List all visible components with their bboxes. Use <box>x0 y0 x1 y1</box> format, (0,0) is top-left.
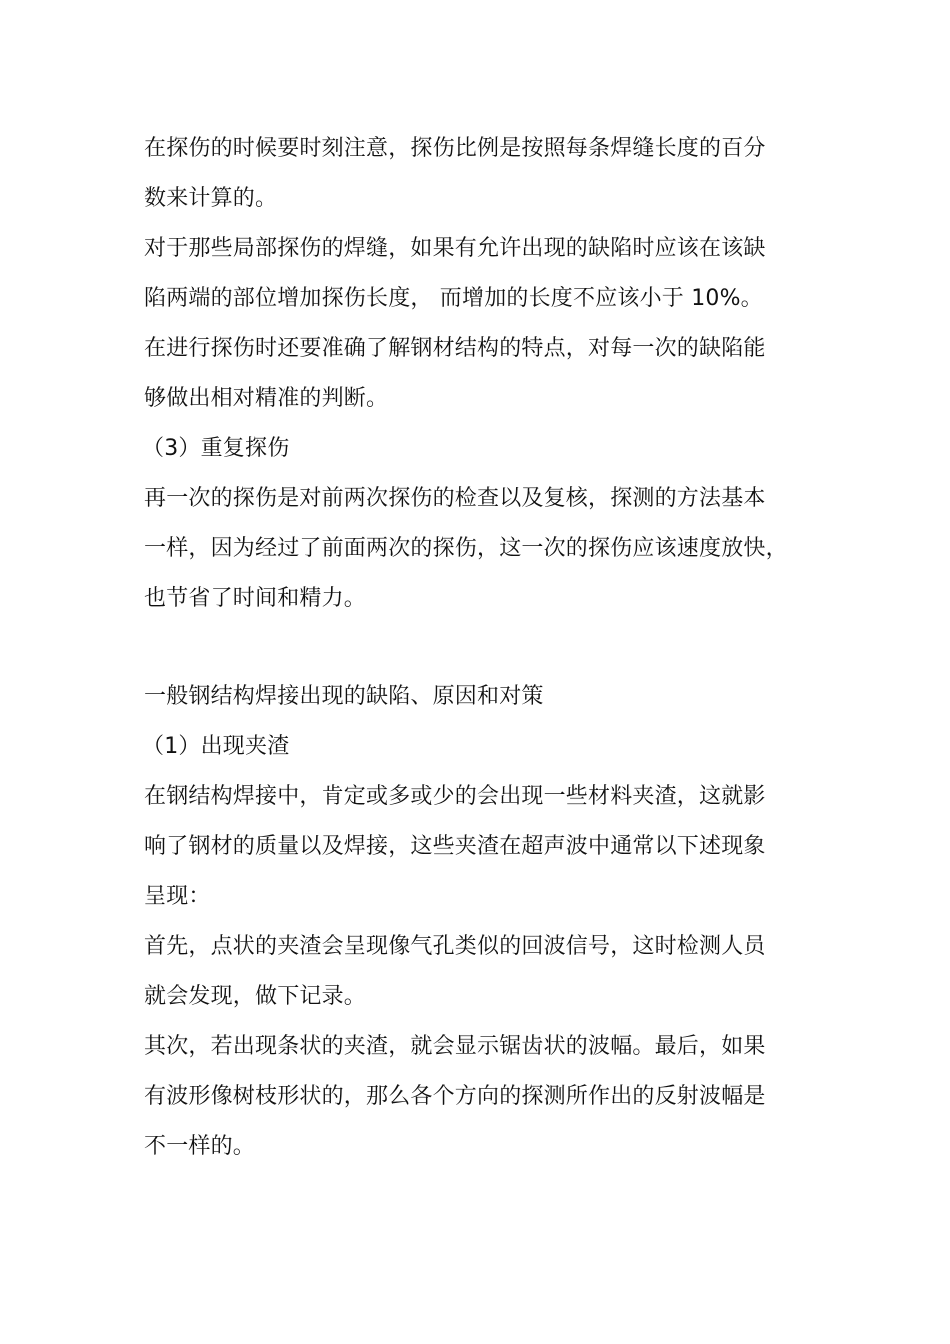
text-line: 首先，点状的夹渣会呈现像气孔类似的回波信号，这时检测人员 <box>144 934 766 959</box>
text-line: 其次，若出现条状的夹渣，就会显示锯齿状的波幅。最后，如果 <box>144 1034 766 1059</box>
section-heading: （3）重复探伤 <box>142 436 290 461</box>
text-line: 响了钢材的质量以及焊接，这些夹渣在超声波中通常以下述现象 <box>144 834 766 859</box>
text-line: 也节省了时间和精力。 <box>144 586 367 611</box>
text-line: 对于那些局部探伤的焊缝，如果有允许出现的缺陷时应该在该缺 <box>144 236 766 261</box>
text-line: 在进行探伤时还要准确了解钢材结构的特点，对每一次的缺陷能 <box>144 336 766 361</box>
text-line: 在钢结构焊接中，肯定或多或少的会出现一些材料夹渣，这就影 <box>144 784 766 809</box>
text-line: 够做出相对精准的判断。 <box>144 386 389 411</box>
text-line: 再一次的探伤是对前两次探伤的检查以及复核，探测的方法基本 <box>144 486 766 511</box>
text-line: 陷两端的部位增加探伤长度， 而增加的长度不应该小于 10%。 <box>144 286 763 311</box>
section-heading: （1）出现夹渣 <box>142 734 290 759</box>
text-line: 不一样的。 <box>144 1134 256 1159</box>
text-line: 一样，因为经过了前面两次的探伤，这一次的探伤应该速度放快， <box>144 536 788 561</box>
text-line: 就会发现，做下记录。 <box>144 984 367 1009</box>
text-line: 在探伤的时候要时刻注意，探伤比例是按照每条焊缝长度的百分 <box>144 136 766 161</box>
text-line: 有波形像树枝形状的，那么各个方向的探测所作出的反射波幅是 <box>144 1084 766 1109</box>
text-line: 呈现： <box>144 884 211 909</box>
section-title: 一般钢结构焊接出现的缺陷、原因和对策 <box>144 684 544 709</box>
text-line: 数来计算的。 <box>144 186 278 211</box>
